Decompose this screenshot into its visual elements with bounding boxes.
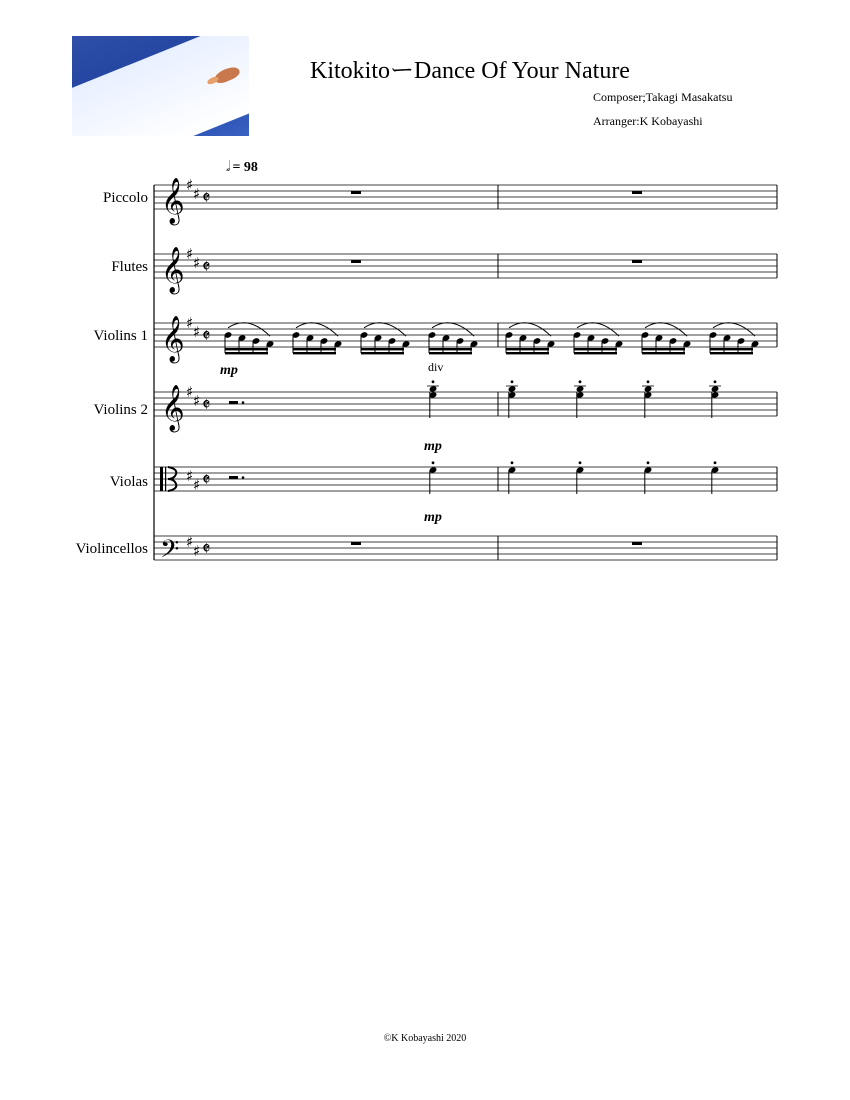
whole-rest xyxy=(632,191,642,194)
staff-4 xyxy=(154,383,777,433)
beam xyxy=(361,352,404,354)
sixteenth-group xyxy=(292,323,343,355)
tempo-value: = 98 xyxy=(232,160,258,175)
beam xyxy=(225,348,268,350)
whole-rest xyxy=(632,260,642,263)
whole-rest xyxy=(351,542,361,545)
sharp-sign: ♯ xyxy=(186,314,194,332)
time-signature-cut: 𝄵 xyxy=(202,538,211,560)
staccato-chord xyxy=(506,380,518,418)
sharp-sign: ♯ xyxy=(193,392,201,410)
staccato-chord xyxy=(642,380,654,418)
sharp-sign: ♯ xyxy=(186,467,194,485)
beam xyxy=(225,352,268,354)
instrument-label-piccolo: Piccolo xyxy=(103,190,148,206)
sixteenth-group xyxy=(428,323,479,355)
staccato-dot xyxy=(432,380,435,383)
treble-clef: 𝄞 xyxy=(161,178,185,224)
staccato-dot xyxy=(714,461,717,464)
sixteenth-group xyxy=(641,323,692,355)
staccato-dot xyxy=(714,380,717,383)
slur xyxy=(713,323,755,336)
dynamic-mp-violas: mp xyxy=(424,510,442,525)
div-marking-violins-2: div xyxy=(428,360,444,374)
slur xyxy=(509,323,551,336)
staff-3 xyxy=(154,314,777,364)
slur xyxy=(577,323,619,336)
rest-dot xyxy=(242,476,245,479)
alto-clef xyxy=(165,467,166,491)
beam xyxy=(429,348,472,350)
whole-rest xyxy=(351,260,361,263)
sixteenth-group xyxy=(709,323,760,355)
sharp-sign: ♯ xyxy=(193,476,201,494)
sharp-sign: ♯ xyxy=(186,176,194,194)
beam xyxy=(574,352,617,354)
staccato-chord xyxy=(709,380,721,418)
sixteenth-group xyxy=(360,323,411,355)
sharp-sign: ♯ xyxy=(193,323,201,341)
rest-dot xyxy=(242,401,245,404)
sixteenth-group xyxy=(224,323,275,355)
staccato-note xyxy=(644,461,653,494)
composer-credit: Composer;Takagi Masakatsu xyxy=(593,90,733,104)
half-rest xyxy=(229,401,238,404)
beam xyxy=(429,352,472,354)
staccato-note xyxy=(429,461,438,494)
time-signature-cut: 𝄵 xyxy=(202,394,211,416)
beam xyxy=(574,348,617,350)
staccato-dot xyxy=(647,380,650,383)
slur xyxy=(296,323,338,336)
staccato-note xyxy=(576,461,585,494)
instrument-label-violas: Violas xyxy=(109,474,148,490)
beam xyxy=(506,352,549,354)
staff-2 xyxy=(154,245,777,295)
staccato-chord xyxy=(427,380,439,418)
score-title: KitokitoーDance Of Your Nature xyxy=(310,58,630,84)
sharp-sign: ♯ xyxy=(186,245,194,263)
time-signature-cut: 𝄵 xyxy=(202,325,211,347)
time-signature-cut: 𝄵 xyxy=(202,187,211,209)
instrument-label-violins-1: Violins 1 xyxy=(93,328,148,344)
time-signature-cut: 𝄵 xyxy=(202,469,211,491)
slur xyxy=(645,323,687,336)
dynamic-mp-violins-1: mp xyxy=(220,363,238,378)
slur xyxy=(228,323,270,336)
sharp-sign: ♯ xyxy=(186,383,194,401)
staccato-dot xyxy=(579,380,582,383)
copyright-notice: ©K Kobayashi 2020 xyxy=(383,1033,467,1044)
beam xyxy=(293,348,336,350)
instrument-label-flutes: Flutes xyxy=(111,259,148,275)
half-note-icon: 𝅗𝅥 xyxy=(226,159,231,175)
whole-rest xyxy=(632,542,642,545)
slur xyxy=(432,323,474,336)
half-rest xyxy=(229,476,238,479)
sharp-sign: ♯ xyxy=(186,533,194,551)
beam xyxy=(506,348,549,350)
bass-clef: 𝄢 xyxy=(160,535,180,570)
staccato-dot xyxy=(511,461,514,464)
time-signature-cut: 𝄵 xyxy=(202,256,211,278)
staccato-note xyxy=(508,461,517,494)
staccato-dot xyxy=(432,461,435,464)
treble-clef: 𝄞 xyxy=(161,247,185,293)
sharp-sign: ♯ xyxy=(193,254,201,272)
arranger-credit: Arranger:K Kobayashi xyxy=(593,114,703,128)
sharp-sign: ♯ xyxy=(193,542,201,560)
beam xyxy=(642,348,685,350)
alto-clef xyxy=(160,467,163,491)
beam xyxy=(710,352,753,354)
beam xyxy=(710,348,753,350)
staccato-dot xyxy=(511,380,514,383)
slur xyxy=(364,323,406,336)
staccato-note xyxy=(711,461,720,494)
sixteenth-group xyxy=(573,323,624,355)
staff-6 xyxy=(154,533,777,570)
treble-clef: 𝄞 xyxy=(161,316,185,362)
sharp-sign: ♯ xyxy=(193,185,201,203)
beam xyxy=(361,348,404,350)
whole-rest xyxy=(351,191,361,194)
beam xyxy=(642,352,685,354)
staccato-dot xyxy=(579,461,582,464)
beam xyxy=(293,352,336,354)
sixteenth-group xyxy=(505,323,556,355)
instrument-label-violincellos: Violincellos xyxy=(75,541,148,557)
staff-1 xyxy=(154,176,777,226)
staccato-dot xyxy=(647,461,650,464)
instrument-label-violins-2: Violins 2 xyxy=(93,402,148,418)
treble-clef: 𝄞 xyxy=(161,385,185,431)
staccato-chord xyxy=(574,380,586,418)
staff-5 xyxy=(154,467,777,494)
dynamic-mp-violins-2: mp xyxy=(424,439,442,454)
